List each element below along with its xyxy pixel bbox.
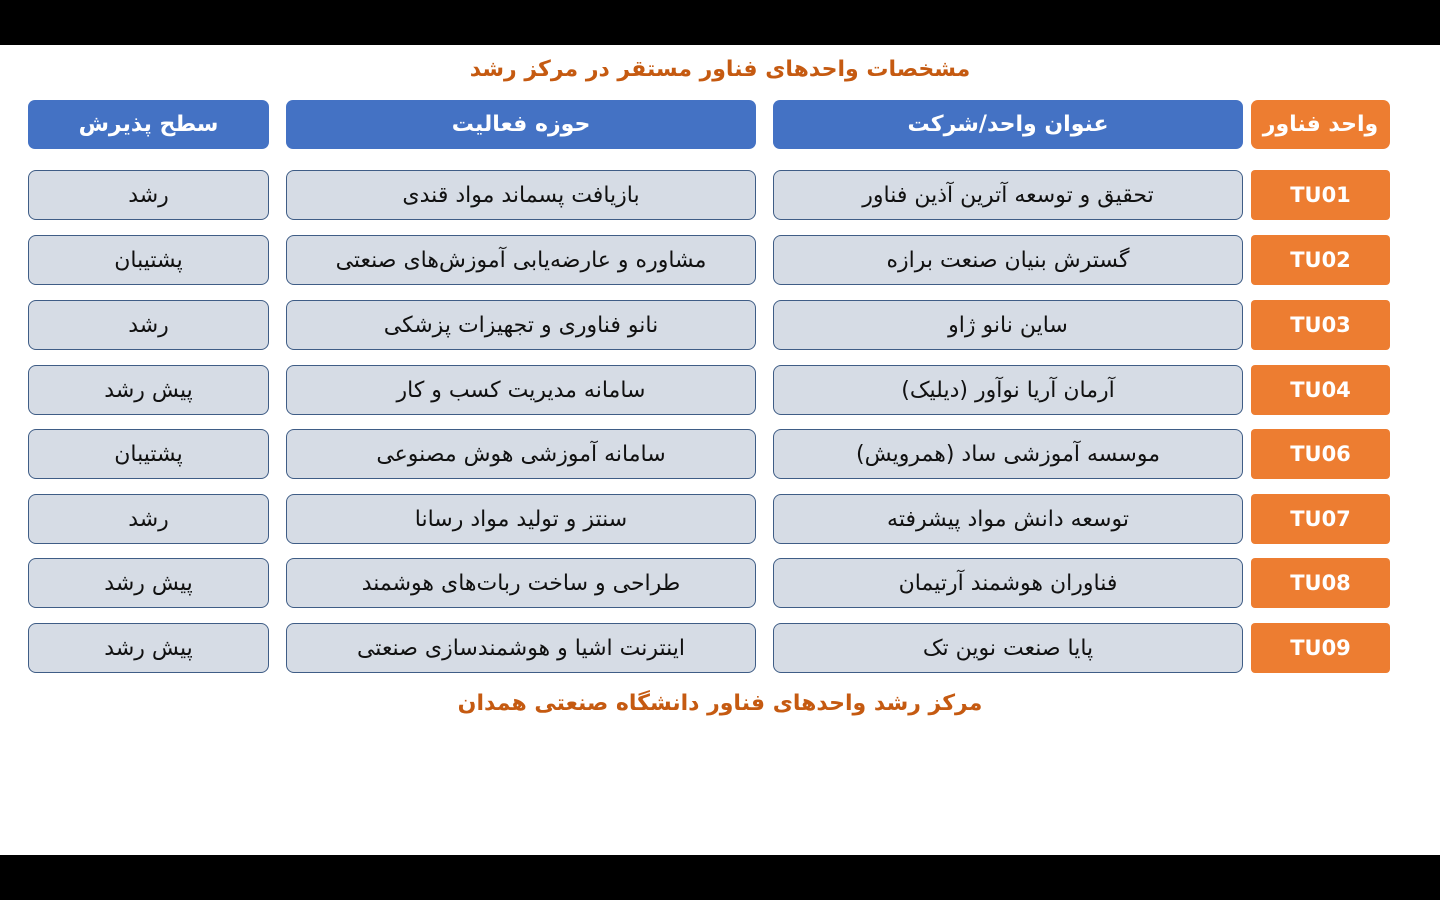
header-unit-code: واحد فناور xyxy=(1251,100,1390,149)
admission-level-cell: پیش رشد xyxy=(28,623,269,673)
admission-level-cell: پیش رشد xyxy=(28,365,269,415)
admission-level-cell: رشد xyxy=(28,494,269,544)
activity-field-cell: سنتز و تولید مواد رسانا xyxy=(286,494,756,544)
company-name-cell: فناوران هوشمند آرتیمان xyxy=(773,558,1243,608)
company-name-cell: پایا صنعت نوین تک xyxy=(773,623,1243,673)
admission-level-cell: پشتیبان xyxy=(28,235,269,285)
admission-level-cell: پیش رشد xyxy=(28,558,269,608)
unit-code-cell: TU09 xyxy=(1251,623,1390,673)
slide-title: مشخصات واحدهای فناور مستقر در مرکز رشد xyxy=(469,57,971,82)
unit-code-cell: TU01 xyxy=(1251,170,1390,220)
company-name-cell: گسترش بنیان صنعت برازه xyxy=(773,235,1243,285)
slide-footer: مرکز رشد واحدهای فناور دانشگاه صنعتی همدان xyxy=(457,691,983,716)
company-name-cell: توسعه دانش مواد پیشرفته xyxy=(773,494,1243,544)
activity-field-cell: مشاوره و عارضه‌یابی آموزش‌های صنعتی xyxy=(286,235,756,285)
activity-field-cell: سامانه مدیریت کسب و کار xyxy=(286,365,756,415)
unit-code-cell: TU03 xyxy=(1251,300,1390,350)
unit-code-cell: TU02 xyxy=(1251,235,1390,285)
admission-level-cell: رشد xyxy=(28,170,269,220)
company-name-cell: تحقیق و توسعه آترین آذین فناور xyxy=(773,170,1243,220)
activity-field-cell: طراحی و ساخت ربات‌های هوشمند xyxy=(286,558,756,608)
unit-code-cell: TU06 xyxy=(1251,429,1390,479)
company-name-cell: ساین نانو ژاو xyxy=(773,300,1243,350)
activity-field-cell: سامانه آموزشی هوش مصنوعی xyxy=(286,429,756,479)
header-admission-level: سطح پذیرش xyxy=(28,100,269,149)
unit-code-cell: TU07 xyxy=(1251,494,1390,544)
slide xyxy=(0,45,1440,855)
admission-level-cell: پشتیبان xyxy=(28,429,269,479)
header-company-name: عنوان واحد/شرکت xyxy=(773,100,1243,149)
unit-code-cell: TU04 xyxy=(1251,365,1390,415)
admission-level-cell: رشد xyxy=(28,300,269,350)
activity-field-cell: بازیافت پسماند مواد قندی xyxy=(286,170,756,220)
activity-field-cell: نانو فناوری و تجهیزات پزشکی xyxy=(286,300,756,350)
company-name-cell: آرمان آریا نوآور (دیلیک) xyxy=(773,365,1243,415)
activity-field-cell: اینترنت اشیا و هوشمندسازی صنعتی xyxy=(286,623,756,673)
unit-code-cell: TU08 xyxy=(1251,558,1390,608)
company-name-cell: موسسه آموزشی ساد (همرویش) xyxy=(773,429,1243,479)
header-activity-field: حوزه فعالیت xyxy=(286,100,756,149)
